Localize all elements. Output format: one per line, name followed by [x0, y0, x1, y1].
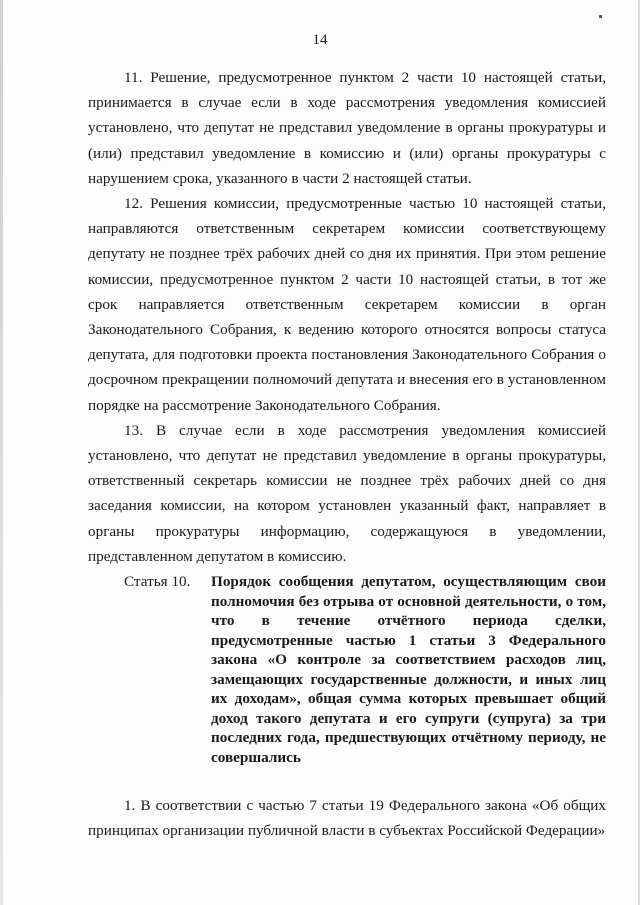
- page-number: 14: [312, 32, 328, 48]
- article-label: Статья 10.: [124, 573, 191, 591]
- article-gap: [88, 767, 606, 793]
- article-title: Порядок сообщения депутатом, осуществляющим свои полномочия без отрыва от основной деятельности, о том, что в течение отчётного периода сделки, предусмотренные частью 1 статьи 3 Федерального закона «О контроле за соответствием расходов лиц, замещающих государственные должности, и иных лиц их доходам», общая сумма которых превышает общий доход такого депутата и его супруги (супруга) за три последних года, предшествующих отчётному периоду, не совершались: [211, 573, 606, 766]
- paragraph-11: 11. Решение, предусмотренное пунктом 2 части 10 настоящей статьи, принимается в случае если в ходе рассмотрения уведомления комиссией установлено, что депутат не представил уведомление в органы прокуратуры и (или) представил уведомление в комиссию и (или) органы прокуратуры с нарушением срока, указанного в части 2 настоящей статьи.: [88, 69, 606, 187]
- paragraph-12: 12. Решения комиссии, предусмотренные частью 10 настоящей статьи, направляются ответственным секретарем комиссии соответствующему депутату не позднее трёх рабочих дней со дня их принятия. При этом решение комиссии, предусмотренное пунктом 2 части 10 настоящей статьи, в тот же срок направляется ответственным секретарем комиссии в орган Законодательного Собрания, к ведению которого относятся вопросы статуса депутата, для подготовки проекта постановления Законодательного Собрания о досрочном прекращении полномочий депутата и внесения его в установленном порядке на рассмотрение Законодательного Собрания.: [88, 195, 606, 414]
- scan-speck: [599, 15, 602, 18]
- body-text: [88, 65, 606, 843]
- paragraph-1: 1. В соответствии с частью 7 статьи 19 Федерального закона «Об общих принципах организации публичной власти в субъектах Российской Федерации»: [88, 797, 606, 840]
- article-heading: [88, 572, 606, 767]
- scan-left-edge: [0, 0, 3, 905]
- paragraph-13: 13. В случае если в ходе рассмотрения уведомления комиссией установлено, что депутат не представил уведомление в органы прокуратуры, ответственный секретарь комиссии не позднее трёх рабочих дней со дня заседания комиссии, на котором установлен указанный факт, направляет в органы прокуратуры информацию, содержащуюся в уведомлении, представленном депутатом в комиссию.: [88, 421, 606, 565]
